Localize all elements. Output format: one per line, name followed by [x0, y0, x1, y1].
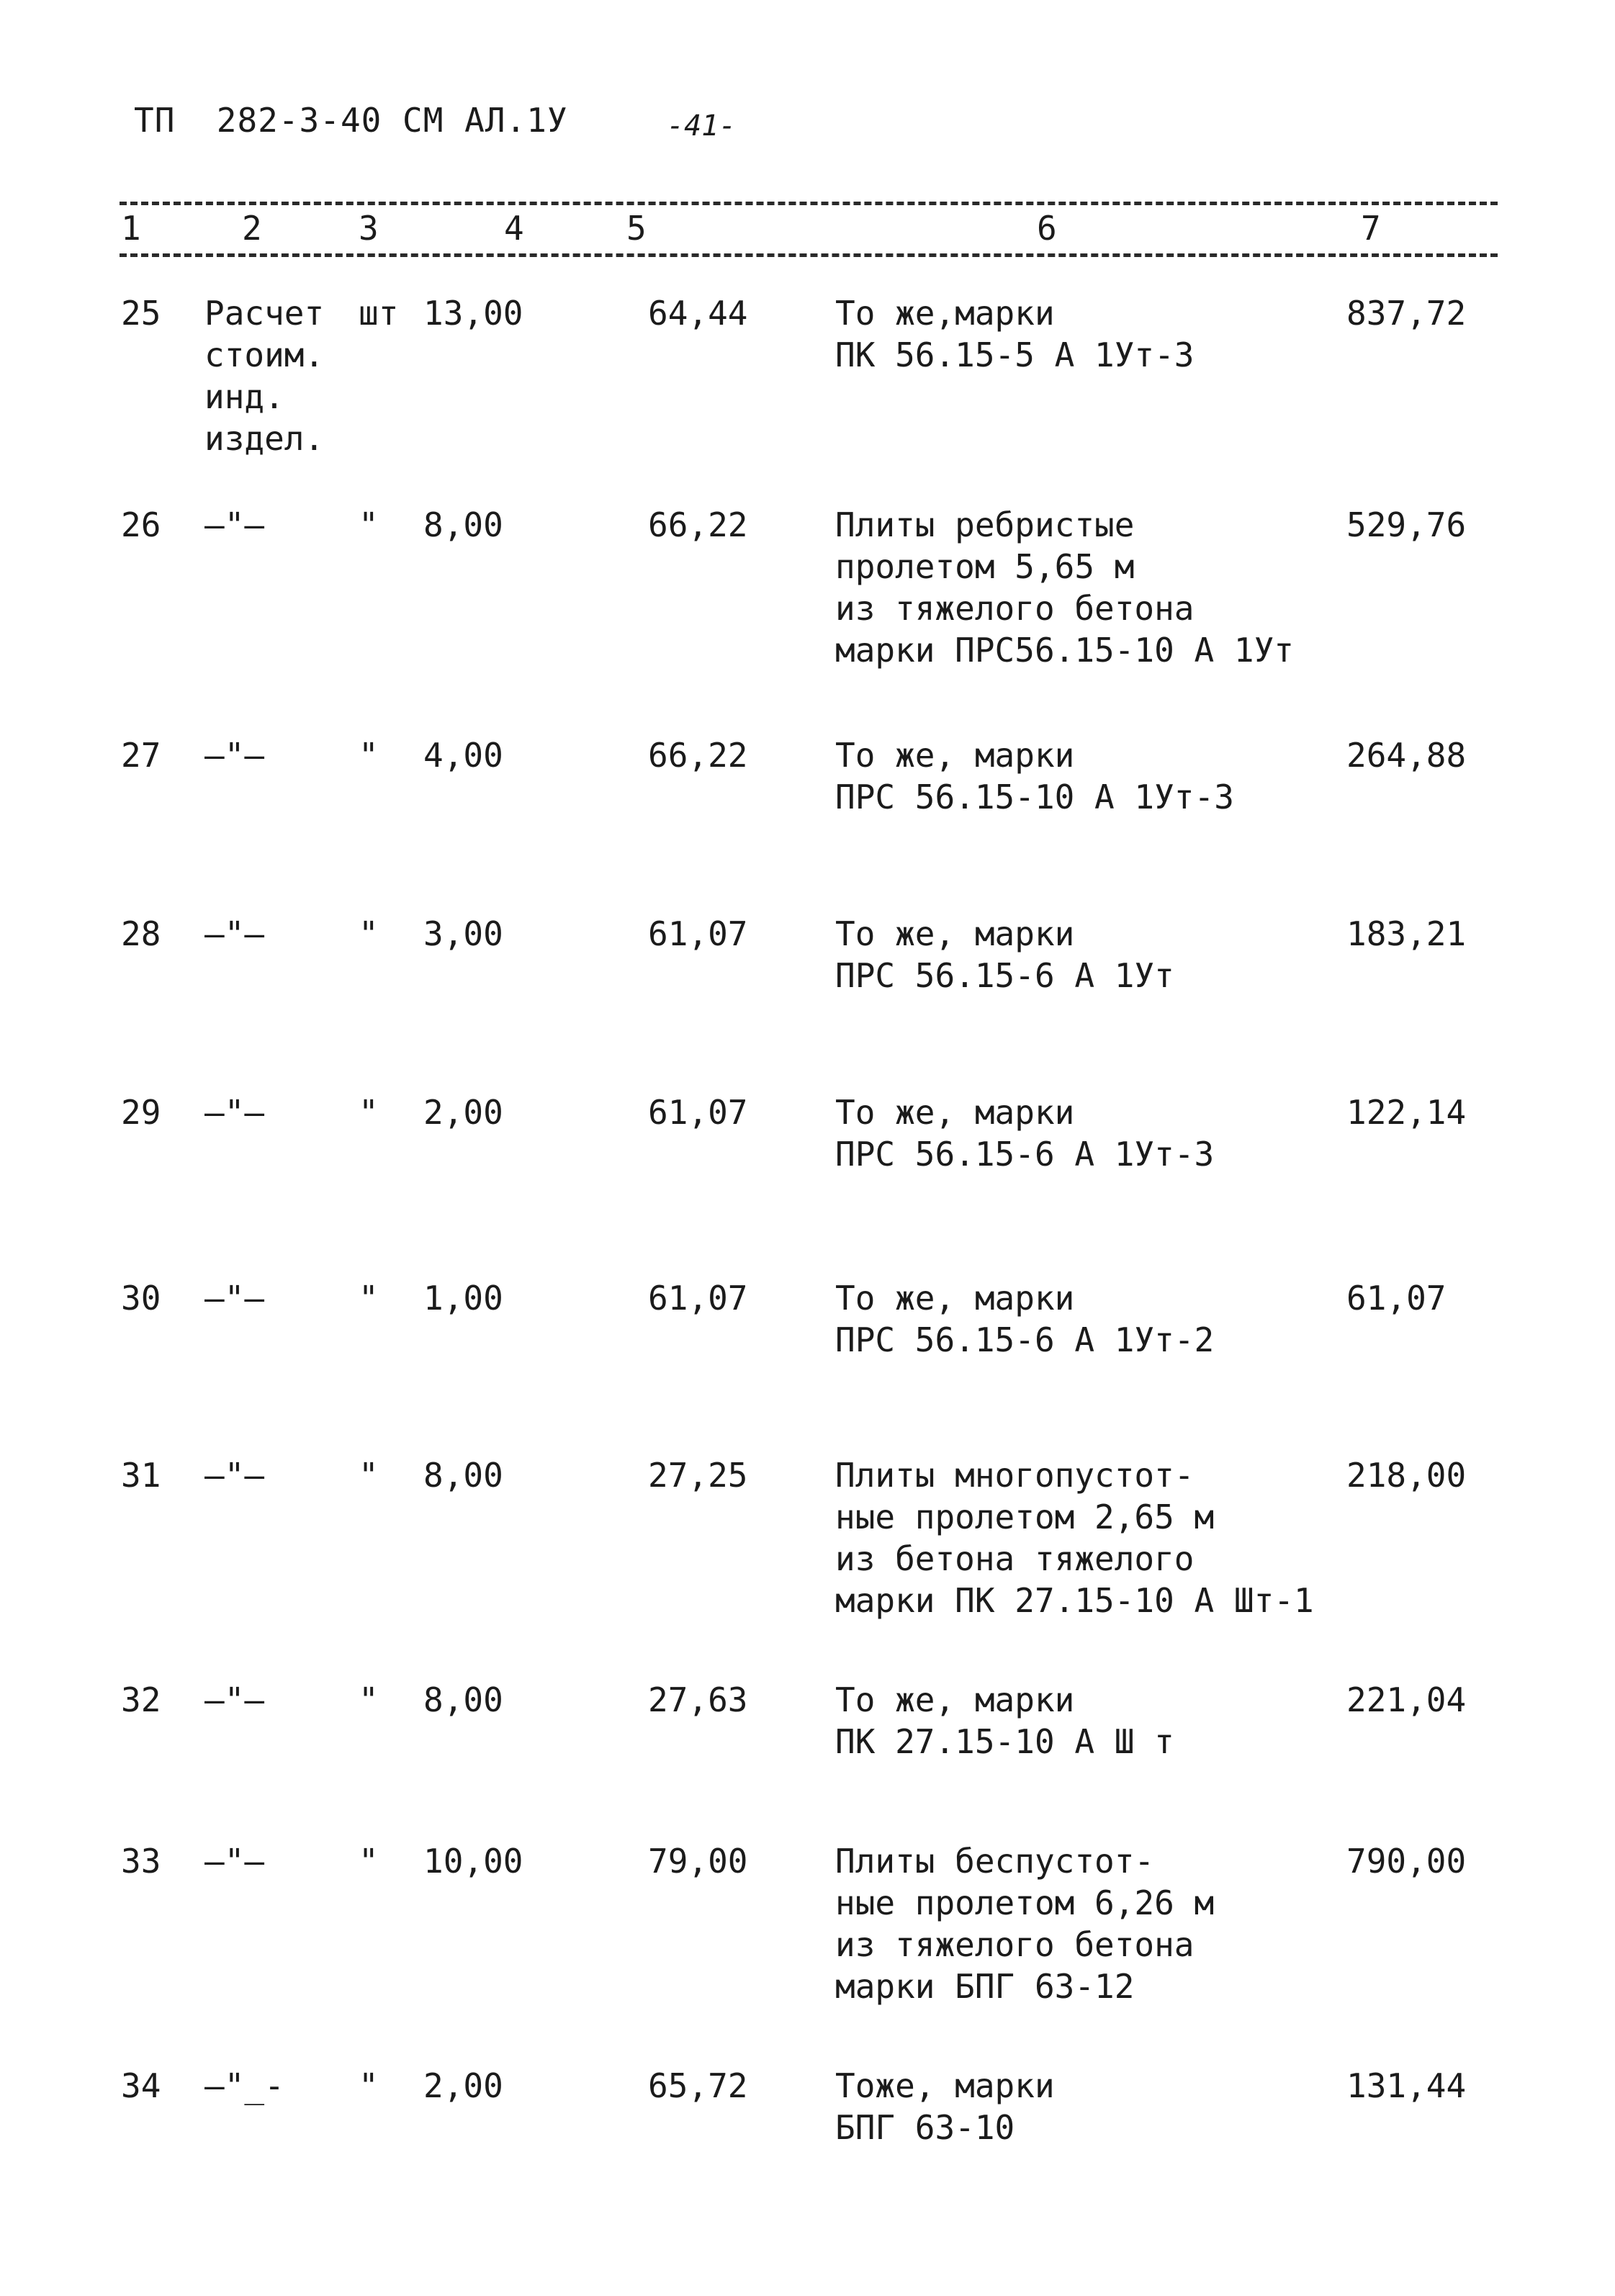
- row-unit-price: 27,63: [648, 1680, 748, 1719]
- row-description: Тоже, марки БПГ 63-10: [835, 2066, 1055, 2147]
- row-basis: —"—: [204, 1456, 265, 1495]
- row-description: Плиты беспустот- ные пролетом 6,26 м из тяжелого бетона марки БПГ 63-12: [835, 1842, 1215, 2006]
- row-basis: —"—: [204, 1680, 265, 1719]
- row-basis: —"—: [204, 736, 265, 775]
- row-number: 34: [121, 2066, 161, 2105]
- row-quantity: 8,00: [423, 1456, 503, 1495]
- row-unit: ": [359, 505, 379, 544]
- row-number: 31: [121, 1456, 161, 1495]
- row-quantity: 10,00: [423, 1842, 523, 1881]
- row-description: Плиты ребристые пролетом 5,65 м из тяжелого бетона марки ПРС56.15-10 А 1Ут: [835, 505, 1294, 670]
- row-quantity: 4,00: [423, 736, 503, 775]
- row-unit-price: 61,07: [648, 1093, 748, 1132]
- column-header-1: 1: [121, 209, 141, 248]
- row-total: 264,88: [1346, 736, 1467, 775]
- row-basis: —"_-: [204, 2066, 284, 2105]
- row-total: 122,14: [1346, 1093, 1467, 1132]
- row-total: 218,00: [1346, 1456, 1467, 1495]
- row-description: То же, марки ПРС 56.15-6 А 1Ут-3: [835, 1093, 1215, 1174]
- row-description: То же, марки ПРС 56.15-6 А 1Ут: [835, 914, 1174, 995]
- row-number: 26: [121, 505, 161, 544]
- row-unit-price: 64,44: [648, 294, 748, 333]
- row-unit-price: 79,00: [648, 1842, 748, 1881]
- row-number: 30: [121, 1279, 161, 1318]
- row-number: 28: [121, 914, 161, 953]
- row-unit-price: 66,22: [648, 736, 748, 775]
- column-header-6: 6: [1037, 209, 1057, 248]
- column-header-4: 4: [504, 209, 524, 248]
- column-header-3: 3: [359, 209, 379, 248]
- row-quantity: 1,00: [423, 1279, 503, 1318]
- row-unit: ": [359, 1456, 379, 1495]
- row-total: 183,21: [1346, 914, 1467, 953]
- column-header-2: 2: [242, 209, 262, 248]
- row-total: 837,72: [1346, 294, 1467, 333]
- row-quantity: 13,00: [423, 294, 523, 333]
- row-number: 29: [121, 1093, 161, 1132]
- row-total: 221,04: [1346, 1680, 1467, 1719]
- row-total: 131,44: [1346, 2066, 1467, 2105]
- row-unit-price: 61,07: [648, 914, 748, 953]
- row-unit-price: 66,22: [648, 505, 748, 544]
- row-unit-price: 61,07: [648, 1279, 748, 1318]
- row-basis: —"—: [204, 1093, 265, 1132]
- row-description: То же,марки ПК 56.15-5 А 1Ут-3: [835, 294, 1195, 374]
- row-description: То же, марки ПРС 56.15-6 А 1Ут-2: [835, 1279, 1215, 1359]
- row-basis: —"—: [204, 1842, 265, 1881]
- row-number: 32: [121, 1680, 161, 1719]
- row-total: 61,07: [1346, 1279, 1447, 1318]
- row-total: 529,76: [1346, 505, 1467, 544]
- row-description: То же, марки ПК 27.15-10 А Ш т: [835, 1680, 1174, 1761]
- row-unit: шт: [359, 294, 399, 333]
- row-unit: ": [359, 736, 379, 775]
- row-basis: —"—: [204, 1279, 265, 1318]
- row-unit-price: 65,72: [648, 2066, 748, 2105]
- row-quantity: 3,00: [423, 914, 503, 953]
- page-number: -41-: [667, 109, 737, 143]
- row-basis: Расчет стоим. инд. издел.: [204, 294, 325, 458]
- document-code: ТП 282-3-40 СМ АЛ.1У: [134, 101, 568, 140]
- row-unit: ": [359, 2066, 379, 2105]
- row-quantity: 8,00: [423, 505, 503, 544]
- column-header-5: 5: [626, 209, 647, 248]
- column-header-7: 7: [1361, 209, 1381, 248]
- row-unit: ": [359, 914, 379, 953]
- row-unit: ": [359, 1279, 379, 1318]
- row-number: 33: [121, 1842, 161, 1881]
- row-unit-price: 27,25: [648, 1456, 748, 1495]
- row-number: 27: [121, 736, 161, 775]
- row-number: 25: [121, 294, 161, 333]
- row-description: Плиты многопустот- ные пролетом 2,65 м из бетона тяжелого марки ПК 27.15-10 А Шт-1: [835, 1456, 1314, 1620]
- row-unit: ": [359, 1842, 379, 1881]
- row-description: То же, марки ПРС 56.15-10 А 1Ут-3: [835, 736, 1234, 816]
- row-quantity: 8,00: [423, 1680, 503, 1719]
- row-quantity: 2,00: [423, 2066, 503, 2105]
- row-basis: —"—: [204, 914, 265, 953]
- row-unit: ": [359, 1680, 379, 1719]
- row-unit: ": [359, 1093, 379, 1132]
- row-quantity: 2,00: [423, 1093, 503, 1132]
- row-total: 790,00: [1346, 1842, 1467, 1881]
- row-basis: —"—: [204, 505, 265, 544]
